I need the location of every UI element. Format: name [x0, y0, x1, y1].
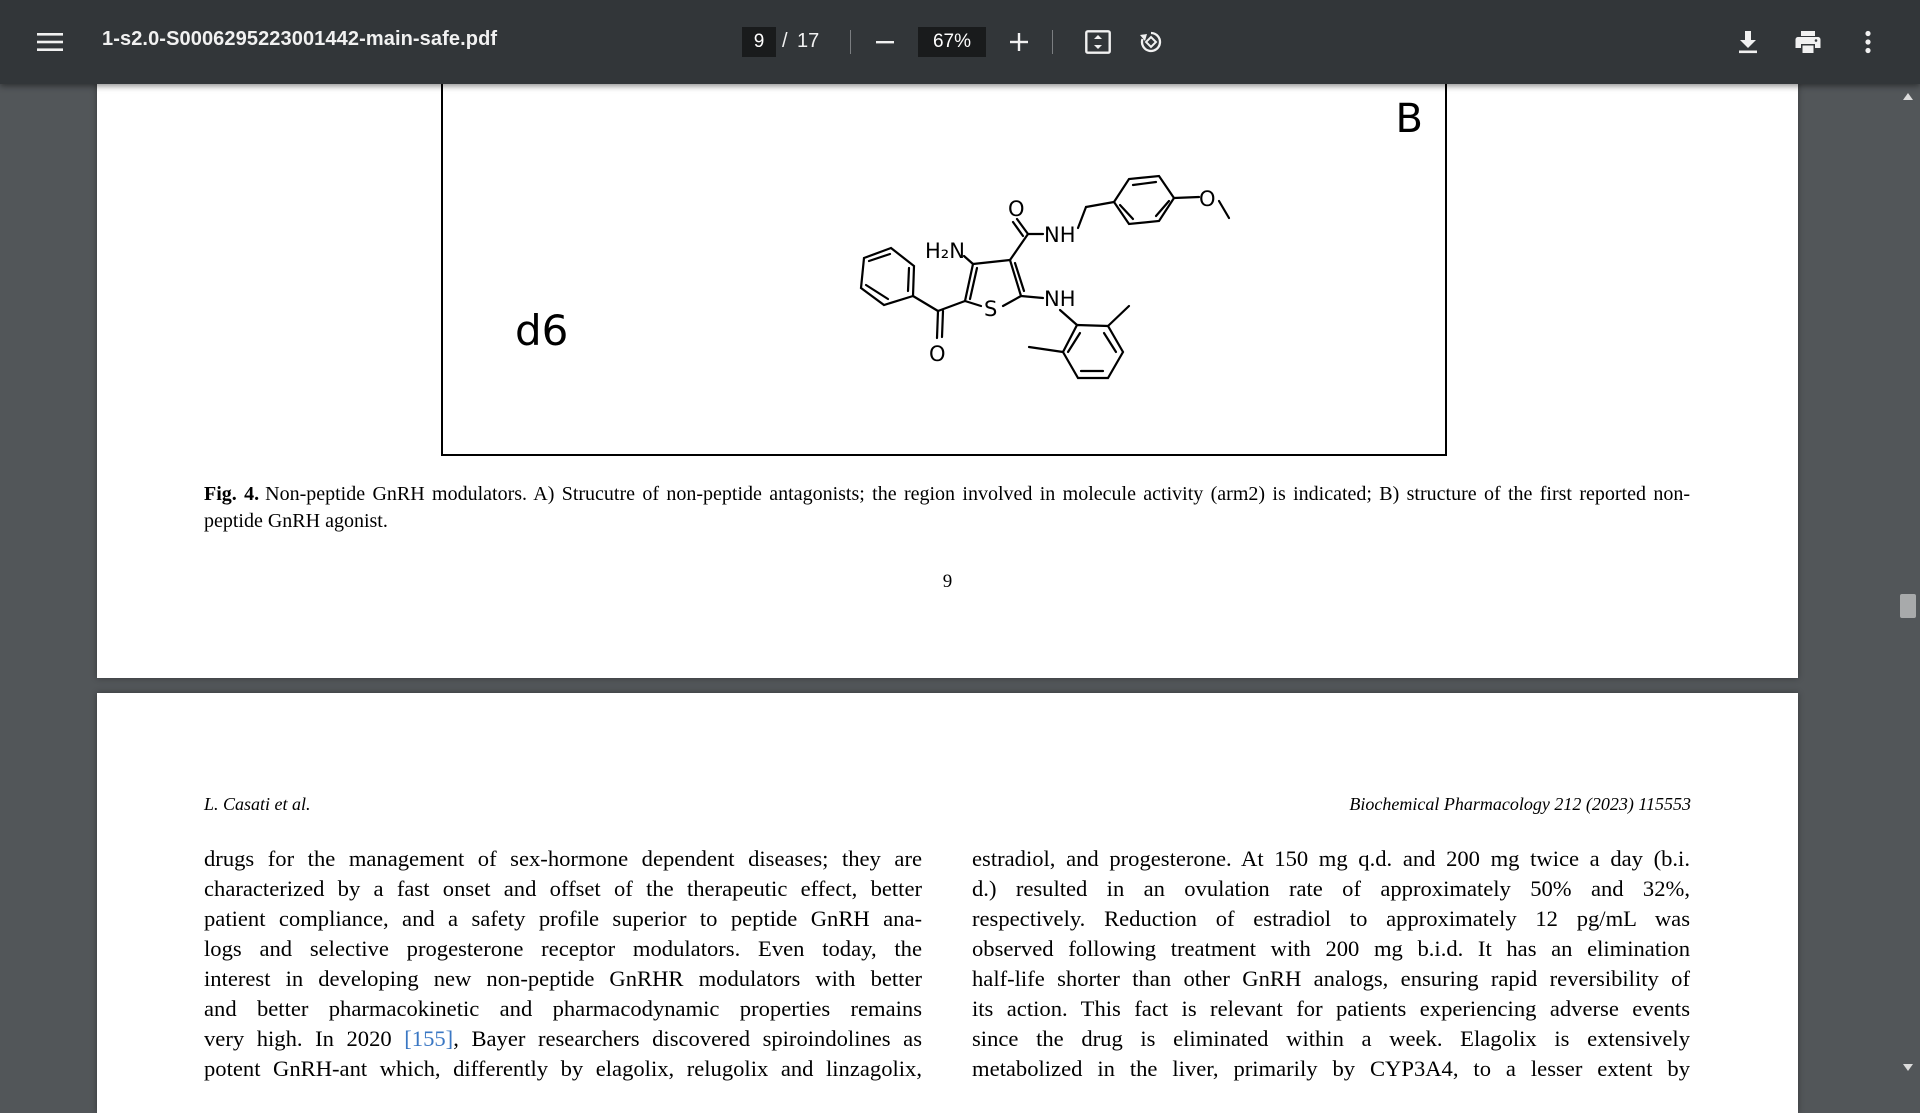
text-line: drugs for the management of sex-hormone dependent diseases; they are: [204, 846, 922, 871]
text-line: d.) resulted in an ovulation rate of approximately 50% and 32%,: [972, 876, 1690, 901]
vertical-scrollbar[interactable]: [1896, 84, 1920, 1080]
text-line: its action. This fact is relevant for patients experiencing adverse events: [972, 996, 1690, 1021]
atom-h2n: H₂N: [925, 239, 965, 263]
running-head-journal: Biochemical Pharmacology 212 (2023) 115553: [1349, 794, 1691, 814]
toolbar-divider: [1052, 30, 1053, 54]
page-separator: /: [782, 30, 788, 52]
download-button[interactable]: [1726, 20, 1770, 64]
atom-nh-aniline: NH: [1044, 287, 1076, 311]
page-number-footer: 9: [942, 571, 953, 592]
atom-nh-amide: NH: [1044, 223, 1076, 247]
body-column-right: [972, 844, 1690, 1084]
plus-icon: [1009, 32, 1029, 52]
zoom-in-button[interactable]: [997, 20, 1041, 64]
rotate-icon: [1138, 29, 1164, 55]
compound-label: d6: [515, 306, 569, 355]
scrollbar-thumb[interactable]: [1900, 594, 1916, 618]
reference-link-155[interactable]: [155]: [404, 1026, 454, 1051]
print-icon: [1795, 30, 1821, 54]
text-line: and better pharmacokinetic and pharmacodynamic properties remains: [204, 996, 922, 1021]
text-line: interest in developing new non-peptide GnRHR modulators with better: [204, 966, 922, 991]
download-icon: [1737, 30, 1759, 54]
minus-icon: [875, 32, 895, 52]
text-segment: very high. In 2020: [204, 1026, 405, 1051]
atom-o-amide: O: [1008, 197, 1025, 221]
total-pages: 17: [797, 30, 820, 52]
text-line: patient compliance, and a safety profile superior to peptide GnRH ana-: [204, 906, 922, 931]
scroll-down-arrow-icon[interactable]: [1903, 1064, 1913, 1071]
atom-o-methoxy: O: [1199, 187, 1216, 211]
text-line: logs and selective progesterone receptor modulators. Even today, the: [204, 936, 922, 961]
figure-panel-letter: B: [1395, 96, 1423, 142]
scroll-up-arrow-icon[interactable]: [1903, 93, 1913, 100]
toolbar-divider: [850, 30, 851, 54]
atom-s: S: [984, 297, 998, 321]
figure-caption-text: Non-peptide GnRH modulators. A) Strucutre of non-peptide antagonists; the region involved in molecule activity (arm2) is indicated; B) structure of the first reported non-peptide GnRH agonist.: [204, 483, 1690, 532]
text-line: half-life shorter than other GnRH analogs, ensuring rapid reversibility of: [972, 966, 1690, 991]
zoom-out-button[interactable]: [863, 20, 907, 64]
molecule-structure: [443, 58, 1443, 454]
running-head-authors: L. Casati et al.: [204, 794, 311, 814]
text-line: [204, 1024, 922, 1054]
text-line: metabolized in the liver, primarily by CYP3A4, to a lesser extent by: [972, 1056, 1690, 1081]
figure-panel-b: [441, 56, 1447, 456]
text-line: estradiol, and progesterone. At 150 mg q.d. and 200 mg twice a day (b.i.: [972, 846, 1690, 871]
pdf-page-10: [97, 693, 1798, 1113]
text-line: respectively. Reduction of estradiol to approximately 12 pg/mL was: [972, 906, 1690, 931]
pdf-toolbar: [0, 0, 1920, 84]
fit-to-page-button[interactable]: [1076, 20, 1120, 64]
menu-button[interactable]: [28, 20, 72, 64]
page-number-input[interactable]: [742, 27, 776, 57]
text-line: characterized by a fast onset and offset of the therapeutic effect, better: [204, 876, 922, 901]
pdf-page-9: [97, 0, 1798, 678]
text-segment: , Bayer researchers discovered spiroindolines as: [453, 1026, 922, 1051]
figure-caption-label: Fig. 4.: [204, 483, 260, 505]
figure-caption: [204, 481, 1690, 535]
rotate-button[interactable]: [1129, 20, 1173, 64]
text-line: potent GnRH-ant which, differently by elagolix, relugolix and linzagolix,: [204, 1056, 922, 1081]
zoom-input[interactable]: [918, 27, 986, 57]
fit-to-page-icon: [1085, 30, 1111, 54]
atom-o-ketone: O: [929, 342, 946, 366]
more-options-button[interactable]: [1846, 20, 1890, 64]
body-column-left: [204, 844, 922, 1084]
print-button[interactable]: [1786, 20, 1830, 64]
menu-icon: [37, 32, 63, 52]
text-line: since the drug is eliminated within a week. Elagolix is extensively: [972, 1026, 1690, 1051]
document-title: 1-s2.0-S0006295223001442-main-safe.pdf: [102, 28, 498, 50]
text-line: observed following treatment with 200 mg b.i.d. It has an elimination: [972, 936, 1690, 961]
more-vert-icon: [1864, 30, 1872, 54]
